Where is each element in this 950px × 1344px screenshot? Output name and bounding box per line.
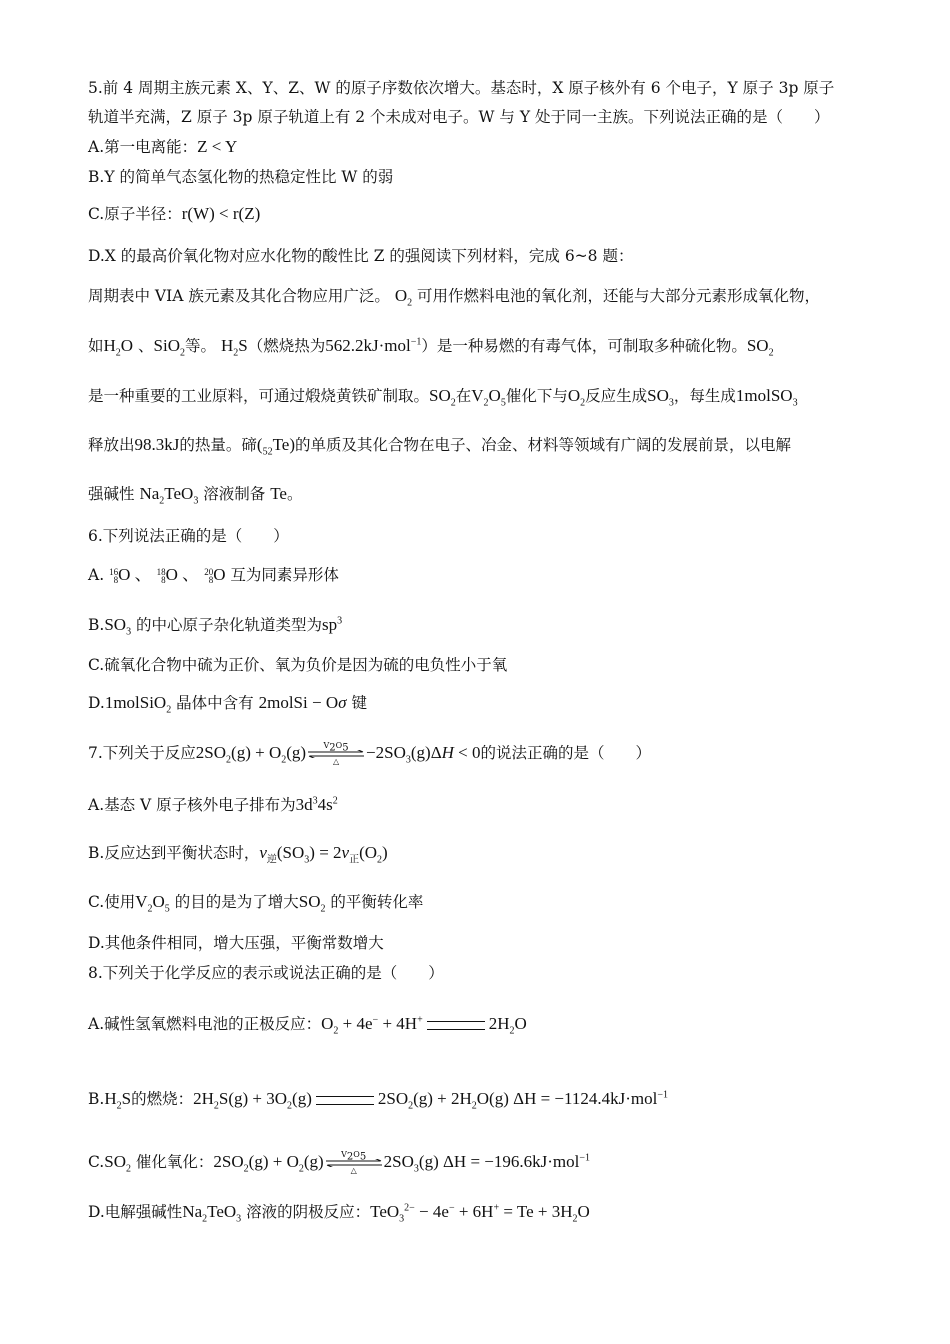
q7-option-b: B.反应达到平衡状态时，$v_逆(SO_3) = 2v_正(O_2)$ xyxy=(88,843,388,866)
q8-option-b: $B.H_2S$的燃烧：$2H_2S(g) + 3O_2(g) 2SO_2(g) + 2H_2O(g) \Delta H = -1124.4kJ\cdot mol^{-1}$ xyxy=(88,1089,669,1112)
q6-option-b: $B.SO_3$ 的中心原子杂化轨道类型为$sp^3$ xyxy=(88,615,343,638)
q7-option-d: D.其他条件相同，增大压强，平衡常数增大 xyxy=(88,934,384,952)
q8-option-a: A.碱性氢氧燃料电池的正极反应：$O_2 + 4e^- + 4H^+$ $2H_2O$ xyxy=(88,1014,527,1037)
material-line1: 周期表中 VIA 族元素及其化合物应用广泛。 $O_2$ 可用作燃料电池的氧化剂，还能与大部分元素形成氧化物， xyxy=(88,286,821,309)
q5-option-b: B.Y 的简单气态氢化物的热稳定性比 W 的弱 xyxy=(88,168,394,186)
q5-option-c: C.原子半径：r(W) < r(Z) xyxy=(88,204,261,223)
q6-option-c: C.硫氧化合物中硫为正价、氧为负价是因为硫的电负性小于氧 xyxy=(88,656,508,674)
q7-option-c: C.使用$V_2O_5$ 的目的是为了增大$SO_2$ 的平衡转化率 xyxy=(88,892,424,915)
q8-option-d: D.电解强碱性$Na_2TeO_3$ 溶液的阴极反应：$TeO_3^{2-} - 4e^- + 6H^+ = Te + 3H_2O$ xyxy=(88,1202,590,1225)
q6-stem: 6.下列说法正确的是（ ） xyxy=(88,527,289,545)
q6-option-d: D.1molSiO$_2$ 晶体中含有 2molSi − Oσ 键 xyxy=(88,693,367,716)
q5-stem-line1: 5.前 4 周期主族元素 X、Y、Z、W 的原子序数依次增大。基态时，X 原子核外有 6 个电子，Y 原子 3p 原子 xyxy=(88,79,835,97)
q7-stem: 7.下列关于反应$2SO_2(g) + O_2(g)$ $V_2O_5$ △ $-2SO_3(g)\Delta H < 0$的说法正确的是（ ） xyxy=(88,741,652,766)
equilibrium-arrow: $V_2O_5$ △ xyxy=(306,744,366,764)
material-line3: 是一种重要的工业原料，可通过煅烧黄铁矿制取。$SO_2$在$V_2O_5$催化下与$O_2$反应生成$SO_3$，每生成1molSO$_3$ xyxy=(88,386,798,409)
material-line4: 释放出98.3kJ的热量。碲$(_{52}Te)$的单质及其化合物在电子、冶金、材料等领域有广阔的发展前景，以电解 xyxy=(88,435,791,458)
q5-stem-line2: 轨道半充满，Z 原子 3p 原子轨道上有 2 个未成对电子。W 与 Y 处于同一主族。下列说法正确的是（ ） xyxy=(88,108,830,126)
q8-stem: 8.下列关于化学反应的表示或说法正确的是（ ） xyxy=(88,964,444,982)
q5-option-a: A.第一电离能：Z < Y xyxy=(88,137,238,156)
material-line5: 强碱性 $Na_2TeO_3$ 溶液制备 Te。 xyxy=(88,484,303,507)
q6-option-a: A. 16 8 O 、 18 8 O 、 20 8 O 互为同素异形体 xyxy=(88,565,339,586)
equilibrium-arrow: $V_2O_5$ △ xyxy=(324,1153,384,1173)
q7-option-a: A.基态 V 原子核外电子排布为$3d^34s^2$ xyxy=(88,795,338,814)
equal-sign xyxy=(316,1096,374,1105)
q5-option-d: D.X 的最高价氧化物对应水化物的酸性比 Z 的强阅读下列材料，完成 6~8 题： xyxy=(88,247,634,265)
equal-sign xyxy=(427,1021,485,1030)
q8-option-c: $C.SO_2$ 催化氧化：$2SO_2(g) + O_2(g)$ $V_2O_5$ △ $2SO_3(g) \Delta H = -196.6kJ\cdot mol^{-1}$ xyxy=(88,1150,590,1175)
material-line2: 如$H_2O$ 、SiO$_2$等。 $H_2S$（燃烧热为562.2kJ·mol$^{-1}$）是一种易燃的有毒气体，可制取多种硫化物。$SO_2$ xyxy=(88,336,774,359)
